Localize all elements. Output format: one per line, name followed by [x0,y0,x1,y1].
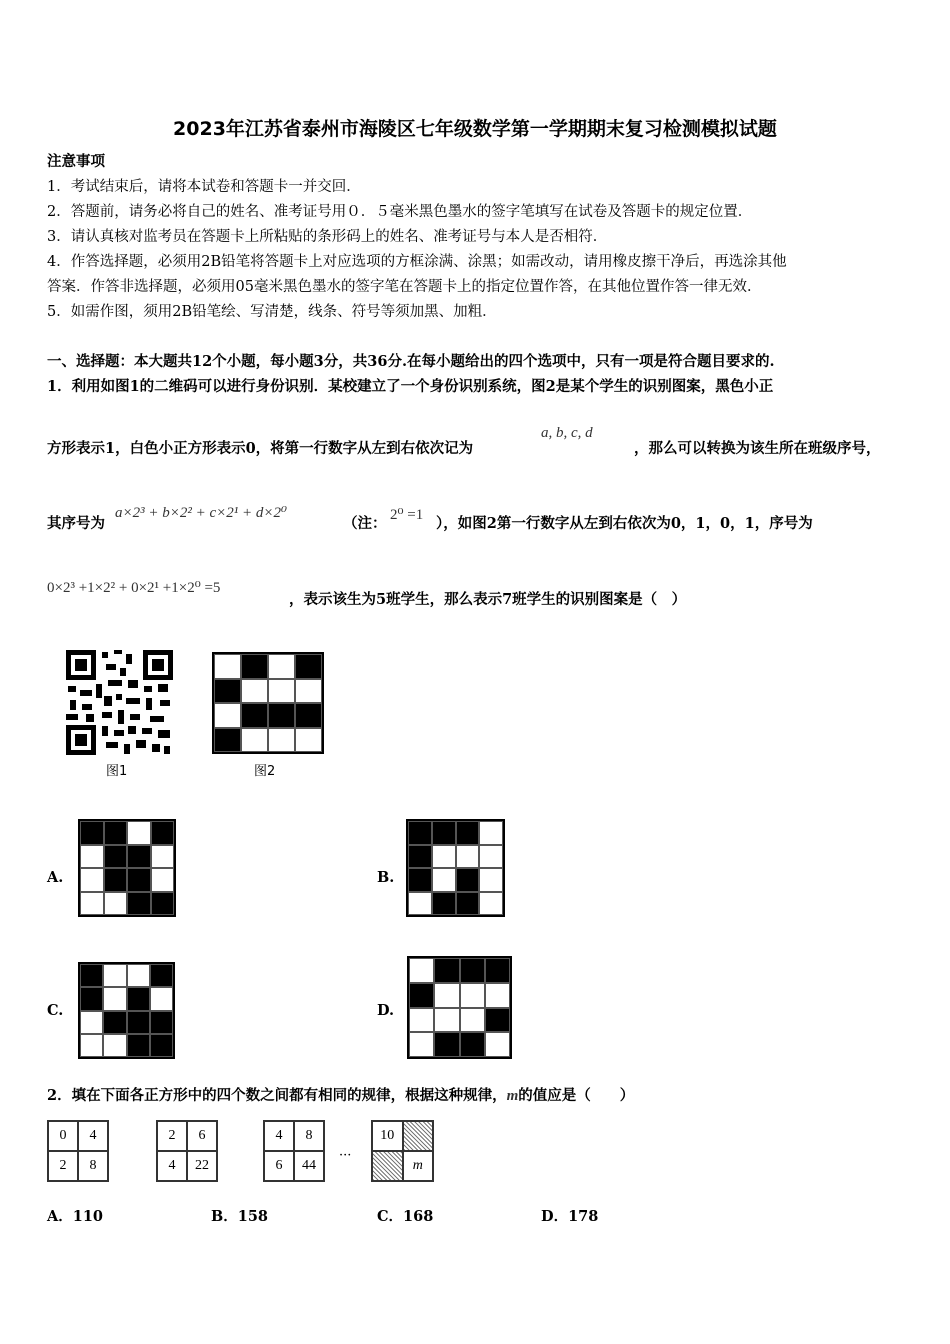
cell [268,679,295,704]
hatched-cell [403,1121,434,1151]
cell [409,983,434,1008]
cell [103,964,126,987]
cell [460,958,485,983]
cell [479,892,503,916]
q1-example: 0×2³ +1×2² + 0×2¹ +1×2⁰ =5 [47,580,221,596]
cell [432,868,456,892]
cell [104,868,128,892]
cell [127,845,151,869]
ellipsis: ··· [339,1148,352,1163]
option-d-pattern[interactable] [407,956,512,1059]
option-a-pattern[interactable] [78,819,176,917]
q2-option-a[interactable]: A．110 [47,1208,104,1225]
cell [151,821,175,845]
cell [268,728,295,753]
fig2-caption: 图2 [254,764,276,779]
cell [214,654,241,679]
cell [127,868,151,892]
q1-note-formula: 2⁰ =1 [390,507,424,523]
cell [485,1032,510,1057]
cell [485,1008,510,1033]
cell [295,728,322,753]
cell [151,868,175,892]
qr-code-image [66,650,173,755]
notice-line: 5．如需作图，须用2B铅笔绘、写清楚，线条、符号等须加黑、加粗． [47,304,497,320]
cell [127,964,150,987]
q1-formula: a×2³ + b×2² + c×2¹ + d×2⁰ [115,505,288,521]
cell [104,892,128,916]
cell [241,654,268,679]
cell [80,1011,103,1034]
cell [127,892,151,916]
cell [80,987,103,1010]
cell [456,892,480,916]
cell [80,892,104,916]
cell [434,1032,459,1057]
option-b-label[interactable]: B. [377,869,395,886]
cell [103,987,126,1010]
cell [214,679,241,704]
cell [150,964,173,987]
cell [432,821,456,845]
cell [432,845,456,869]
cell [432,892,456,916]
cell [104,845,128,869]
cell [460,1032,485,1057]
q1-text: 1．利用如图1的二维码可以进行身份识别．某校建立了一个身份识别系统，图2是某个学生的识别图案，黑色小正 [47,378,774,395]
q1-text: 其序号为 [47,515,105,532]
cell [150,1034,173,1057]
cell [434,958,459,983]
cell [409,1008,434,1033]
option-c-pattern[interactable] [78,962,175,1059]
cell [151,845,175,869]
cell [295,703,322,728]
cell [479,868,503,892]
notice-line: 1．考试结束后，请将本试卷和答题卡一并交回． [47,179,361,195]
cell [241,679,268,704]
notice-line: 3．请认真核对监考员在答题卡上所粘贴的条形码上的姓名、准考证号与本人是否相符． [47,229,608,245]
q2-option-c[interactable]: C．168 [377,1208,434,1225]
q1-text: ），如图2第一行数字从左到右依次为0，1，0，1，序号为 [436,515,813,532]
cell [408,821,432,845]
cell [485,958,510,983]
number-square: 0 4 2 8 [47,1120,109,1182]
cell [268,703,295,728]
cell [408,868,432,892]
number-square: 2 6 4 22 [156,1120,218,1182]
cell [434,983,459,1008]
cell [80,964,103,987]
cell [408,892,432,916]
q2-option-d[interactable]: D．178 [541,1208,599,1225]
cell [268,654,295,679]
cell [80,821,104,845]
q1-vars: a, b, c, d [541,425,593,441]
cell [214,728,241,753]
option-b-pattern[interactable] [406,819,505,917]
cell [80,845,104,869]
q1-text: ，表示该生为5班学生，那么表示7班学生的识别图案是（ ） [289,591,687,608]
cell [103,1011,126,1034]
cell [151,892,175,916]
q1-note: （注： [343,515,387,532]
cell [127,987,150,1010]
number-square: 4 8 6 44 [263,1120,325,1182]
notice-line: 2．答题前，请务必将自己的姓名、准考证号用０．５毫米黑色墨水的签字笔填写在试卷及答题卡的规定位置． [47,204,753,220]
cell [409,1032,434,1057]
cell [104,821,128,845]
section-heading: 一、选择题：本大题共12个小题，每小题3分，共36分.在每小题给出的四个选项中，只有一项是符合题目要求的. [47,353,775,370]
option-c-label[interactable]: C. [47,1002,64,1019]
notice-line: 答案．作答非选择题，必须用05毫米黑色墨水的签字笔在答题卡上的指定位置作答，在其他位置作答一律无效． [47,279,762,295]
option-a-label[interactable]: A. [47,869,64,886]
cell [127,1011,150,1034]
cell [241,703,268,728]
cell [295,679,322,704]
option-d-label[interactable]: D. [377,1002,395,1019]
cell [434,1008,459,1033]
cell [150,1011,173,1034]
q1-text: ，那么可以转换为该生所在班级序号， [634,440,881,457]
cell [214,703,241,728]
cell [460,983,485,1008]
cell [295,654,322,679]
cell [127,821,151,845]
q2-var: m [506,1088,519,1104]
q2-option-b[interactable]: B．158 [211,1208,269,1225]
q1-text: 方形表示1，白色小正方形表示0，将第一行数字从左到右依次记为 [47,440,474,457]
page-title: 2023年江苏省泰州市海陵区七年级数学第一学期期末复习检测模拟试题 [173,118,777,140]
cell [479,845,503,869]
cell [409,958,434,983]
cell [456,821,480,845]
cell [456,868,480,892]
cell [485,983,510,1008]
cell [127,1034,150,1057]
cell [408,845,432,869]
cell [103,1034,126,1057]
cell [241,728,268,753]
cell [150,987,173,1010]
cell [479,821,503,845]
hatched-cell [372,1151,403,1181]
fig1-caption: 图1 [106,764,128,779]
cell [80,868,104,892]
q2-text: 2．填在下面各正方形中的四个数之间都有相同的规律，根据这种规律，m的值应是（ ） [47,1087,635,1104]
cell [456,845,480,869]
notice-line: 4．作答选择题，必须用2B铅笔将答题卡上对应选项的方框涂满、涂黑；如需改动，请用橡皮擦干净后，再选涂其他 [47,254,787,270]
number-square-unknown: 10 m [371,1120,434,1182]
notice-heading: 注意事项 [47,153,105,170]
cell [80,1034,103,1057]
cell [460,1008,485,1033]
figure2-pattern [212,652,324,754]
